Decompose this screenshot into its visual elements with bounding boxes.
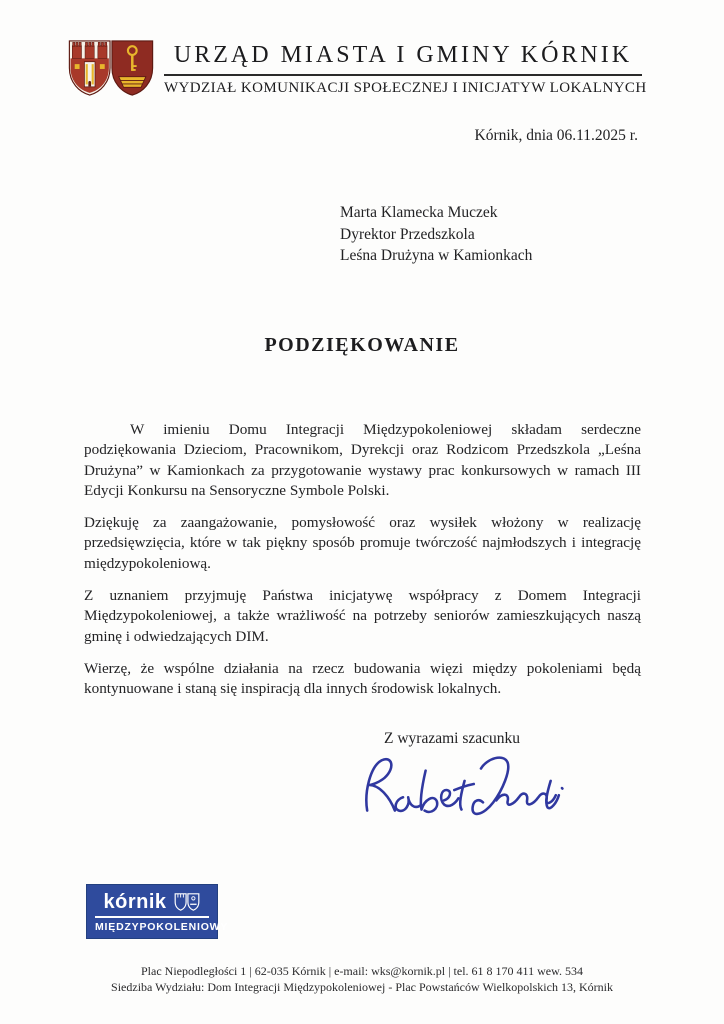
logo-divider <box>95 916 209 918</box>
footer-address-line: Plac Niepodległości 1 | 62-035 Kórnik | e-mail: wks@kornik.pl | tel. 61 8 170 411 wew. 534 <box>141 964 583 978</box>
kornik-coat-of-arms-icon <box>66 38 156 98</box>
organization-name: URZĄD MIASTA I GMINY KÓRNIK <box>164 42 642 76</box>
department-name: WYDZIAŁ KOMUNIKACJI SPOŁECZNEJ I INICJATYW LOKALNYCH <box>164 80 647 96</box>
closing-salutation: Z wyrazami szacunku <box>384 730 520 747</box>
logo-brand-text: kórnik <box>103 891 167 913</box>
logo-tagline: MIĘDZYPOKOLENIOWY <box>95 921 229 933</box>
kornik-miedzypokoleniowy-logo <box>86 884 229 939</box>
letterhead-text <box>164 42 647 97</box>
paragraph-3: Z uznaniem przyjmuję Państwa inicjatywę współpracy z Domem Integracji Międzypokoleniowej, a także wrażliwość na potrzeby seniorów zamieszkujących naszą gminę i odwiedzających DIM. <box>84 587 641 645</box>
footer-office-line: Siedziba Wydziału: Dom Integracji Międzypokoleniowej - Plac Powstańców Wielkopolskich 13, Kórnik <box>111 979 613 994</box>
recipient-name: Marta Klamecka Muczek <box>340 204 498 221</box>
date-line: Kórnik, dnia 06.11.2025 r. <box>474 127 638 144</box>
paragraph-1: W imieniu Domu Integracji Międzypokoleniowej składam serdeczne podziękowania Dzieciom, Pracownikom, Dyrekcji oraz Rodzicom Przedszkola „Leśna Drużyna” w Kamionkach za przygotowanie wystawy prac konkursowych w ramach III Edycji Konkursu na Sensoryczne Symbole Polski. <box>84 421 641 499</box>
paragraph-2: Dziękuję za zaangażowanie, pomysłowość oraz wysiłek włożony w realizację przedsięwzięcia, które w tak piękny sposób promuje twórczość najmłodszych i integrację międzypokoleniową. <box>84 514 641 572</box>
handwritten-signature <box>360 750 565 822</box>
paragraph-4: Wierzę, że wspólne działania na rzecz budowania więzi między pokoleniami będą kontynuowane i staną się inspiracją dla innych środowisk lokalnych. <box>84 659 641 698</box>
logo-coat-of-arms-icon <box>173 892 201 912</box>
recipient-block <box>340 202 532 267</box>
letter-body <box>84 420 641 712</box>
recipient-organization: Leśna Drużyna w Kamionkach <box>340 247 533 264</box>
document-title: PODZIĘKOWANIE <box>264 334 460 356</box>
logo-top-row <box>95 892 209 912</box>
recipient-title: Dyrektor Przedszkola <box>340 225 475 243</box>
footer-contact <box>0 964 724 995</box>
